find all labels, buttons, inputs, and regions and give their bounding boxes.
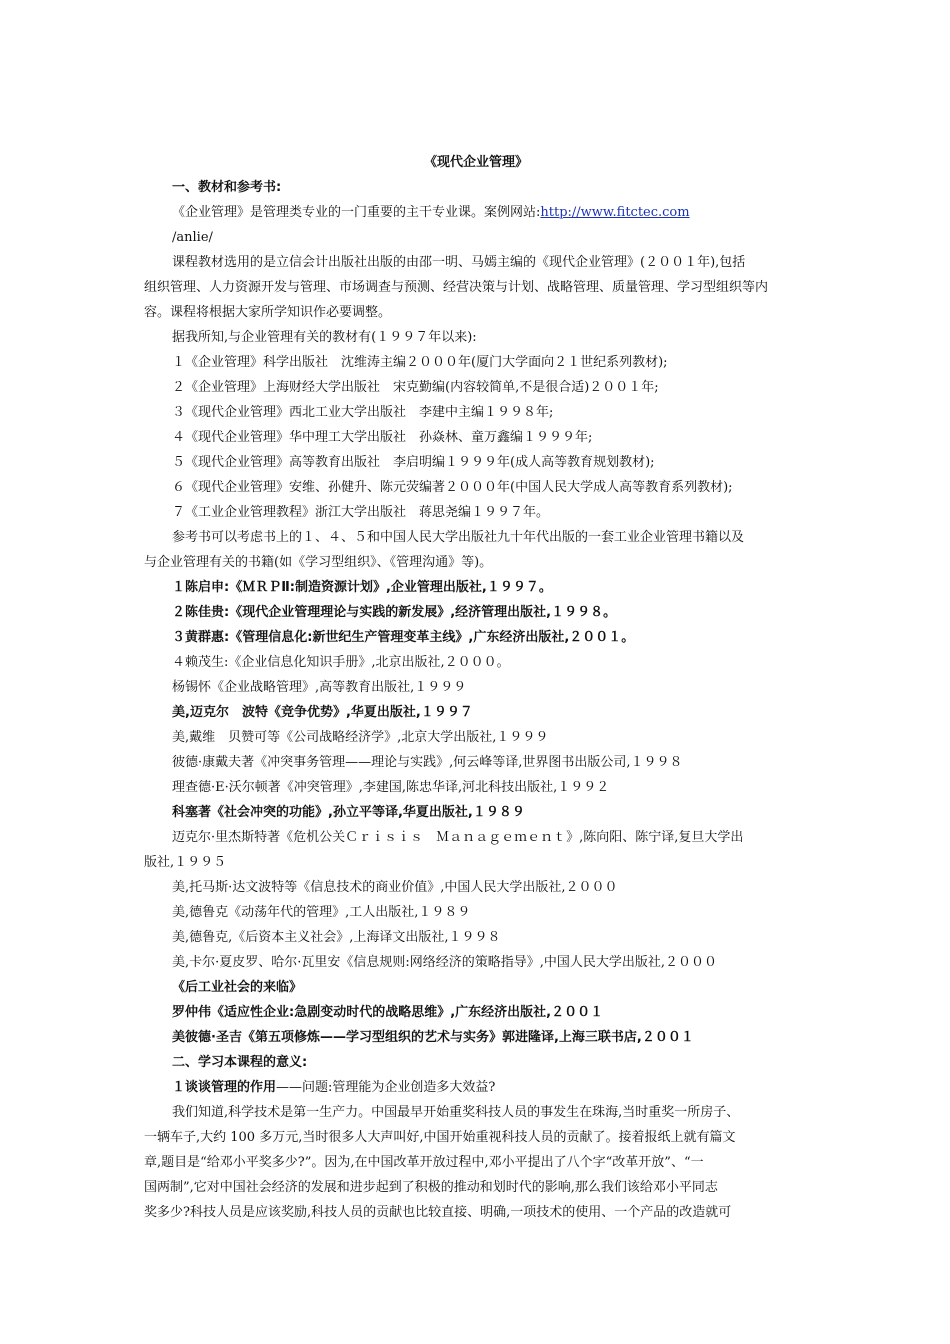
course-text-line-2: 组织管理、人力资源开发与管理、市场调查与预测、经营决策与计划、战略管理、质量管理、学习型组织等内 <box>144 280 769 295</box>
body-line: 国两制”,它对中国社会经济的发展和进步起到了积极的推动和划时代的影响,那么我们该给邓小平同志 <box>144 1180 718 1195</box>
list-item: ５《现代企业管理》高等教育出版社 李启明编１９９９年(成人高等教育规划教材); <box>172 455 655 470</box>
intro-line <box>144 200 808 225</box>
list-item: ４《现代企业管理》华中理工大学出版社 孙焱林、童万鑫编１９９９年; <box>172 430 593 445</box>
list-item: ３《现代企业管理》西北工业大学出版社 李建中主编１９９８年; <box>172 405 554 420</box>
list-item: １陈启申:《ＭＲＰⅡ:制造资源计划》,企业管理出版社,１９９７。 <box>172 580 552 595</box>
list-item: 美,托马斯·达文波特等《信息技术的商业价值》,中国人民大学出版社,２０００ <box>172 880 618 895</box>
section-heading-significance: 二、学习本课程的意义: <box>172 1055 308 1070</box>
body-line: 奖多少?科技人员是应该奖励,科技人员的贡献也比较直接、明确,一项技术的使用、一个产品的改造就可 <box>144 1205 732 1220</box>
intro-text: 《企业管理》是管理类专业的一门重要的主干专业课。案例网站: <box>172 205 541 220</box>
case-website-link[interactable]: http://www.fitctec.com <box>540 205 690 220</box>
textbook-list <box>144 350 808 525</box>
list-item: ６《现代企业管理》安维、孙健升、陈元荧编著２０００年(中国人民大学成人高等教育系列教材); <box>172 480 733 495</box>
list-item: 理查德·E·沃尔顿著《冲突管理》,李建国,陈忠华译,河北科技出版社,１９９２ <box>172 780 610 795</box>
course-text-line-1: 课程教材选用的是立信会计出版社出版的由邵一明、马嫣主编的《现代企业管理》(２００１年),包括 <box>172 255 746 270</box>
list-item: 美,戴维 贝赞可等《公司战略经济学》,北京大学出版社,１９９９ <box>172 730 549 745</box>
document-title: 《现代企业管理》 <box>423 155 528 170</box>
list-item: 彼德·康戴夫著《冲突事务管理——理论与实践》,何云峰等译,世界图书出版公司,１９９８ <box>172 755 683 770</box>
list-item: 《后工业社会的来临》 <box>172 980 303 995</box>
reference-intro-line-1: 参考书可以考虑书上的１、４、５和中国人民大学出版社九十年代出版的一套工业企业管理书籍以及 <box>172 530 745 545</box>
list-item: 美彼德·圣吉《第五项修炼——学习型组织的艺术与实务》郭进隆译,上海三联书店,２００１ <box>172 1030 694 1045</box>
course-text-line-3: 容。课程将根据大家所学知识作必要调整。 <box>144 305 392 320</box>
list-item: 科塞著《社会冲突的功能》,孙立平等译,华夏出版社,１９８９ <box>172 805 525 820</box>
list-item: 罗仲伟《适应性企业:急剧变动时代的战略思维》,广东经济出版社,２００１ <box>172 1005 604 1020</box>
intro-link-continuation: /anlie/ <box>172 230 213 245</box>
crisis-ref-line-2: 版社,１９９５ <box>144 855 227 870</box>
body-line: 我们知道,科学技术是第一生产力。中国最早开始重奖科技人员的事发生在珠海,当时重奖一所房子、 <box>172 1105 740 1120</box>
reference-list-2 <box>144 875 808 1050</box>
reference-intro-line-2: 与企业管理有关的书籍(如《学习型组织》、《管理沟通》等)。 <box>144 555 493 570</box>
list-item: ３黄群惠:《管理信息化:新世纪生产管理变革主线》,广东经济出版社,２００１。 <box>172 630 635 645</box>
list-item: 美,德鲁克《动荡年代的管理》,工人出版社,１９８９ <box>172 905 471 920</box>
list-item: ７《工业企业管理教程》浙江大学出版社 蒋思尧编１９９７年。 <box>172 505 550 520</box>
list-item: ２《企业管理》上海财经大学出版社 宋克勤编(内容较简单,不是很合适)２００１年; <box>172 380 659 395</box>
body-line: 章,题目是“给邓小平奖多少?”。因为,在中国改革开放过程中,邓小平提出了八个字“改革开放”、“一 <box>144 1155 704 1170</box>
subsection-question: ——问题:管理能为企业创造多大效益? <box>276 1080 496 1095</box>
list-item: 美,德鲁克,《后资本主义社会》,上海译文出版社,１９９８ <box>172 930 501 945</box>
section-heading-textbooks: 一、教材和参考书: <box>172 180 282 195</box>
textbook-intro: 据我所知,与企业管理有关的教材有(１９９７年以来): <box>172 330 477 345</box>
list-item: ４赖茂生:《企业信息化知识手册》,北京出版社,２０００。 <box>172 655 510 670</box>
reference-list <box>144 575 808 825</box>
list-item: １《企业管理》科学出版社 沈维涛主编２０００年(厦门大学面向２１世纪系列教材); <box>172 355 668 370</box>
body-line: 一辆车子,大约 100 多万元,当时很多人大声叫好,中国开始重视科技人员的贡献了。接着报纸上就有篇文 <box>144 1130 736 1145</box>
list-item: 美,卡尔·夏皮罗、哈尔·瓦里安《信息规则:网络经济的策略指导》,中国人民大学出版社,２０００ <box>172 955 718 970</box>
document-page <box>144 150 808 1225</box>
list-item: 杨锡怀《企业战略管理》,高等教育出版社,１９９９ <box>172 680 467 695</box>
list-item: 美,迈克尔 波特《竞争优势》,华夏出版社,１９９７ <box>172 705 473 720</box>
crisis-ref-line-1: 迈克尔·里杰斯特著《危机公关Ｃｒｉｓｉｓ Ｍａｎａｇｅｍｅｎｔ》,陈向阳、陈宁译,复旦大学出 <box>172 830 744 845</box>
list-item: ２陈佳贵:《现代企业管理理论与实践的新发展》,经济管理出版社,１９９８。 <box>172 605 617 620</box>
subsection-heading <box>144 1075 808 1100</box>
subsection-title: １谈谈管理的作用 <box>172 1080 277 1095</box>
